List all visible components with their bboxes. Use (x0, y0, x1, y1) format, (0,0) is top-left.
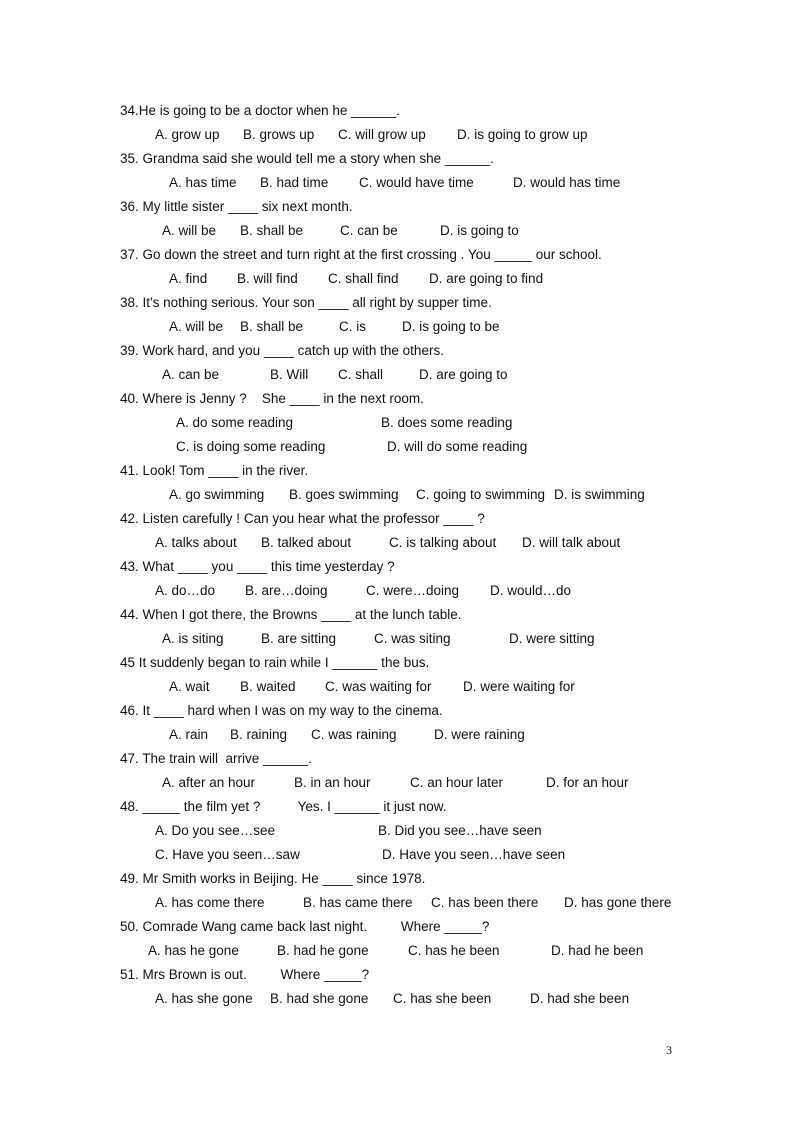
option-37-b: B. will find (237, 271, 298, 286)
option-34-b: B. grows up (243, 127, 315, 142)
option-46-d: D. were raining (434, 727, 525, 742)
option-49-d: D. has gone there (564, 895, 672, 910)
option-43-b: B. are…doing (245, 583, 328, 598)
option-51-c: C. has she been (393, 991, 492, 1006)
option-48-d: D. Have you seen…have seen (382, 847, 566, 862)
option-34-d: D. is going to grow up (457, 127, 588, 142)
option-42-a: A. talks about (155, 535, 237, 550)
option-37-d: D. are going to find (429, 271, 544, 286)
option-43-d: D. would…do (490, 583, 572, 598)
question-stem-36: 36. My little sister ____ six next month. (120, 199, 353, 214)
option-40-c: C. is doing some reading (176, 439, 326, 454)
option-45-d: D. were waiting for (463, 679, 575, 694)
option-48-a: A. Do you see…see (155, 823, 276, 838)
question-stem-42: 42. Listen carefully ! Can you hear what the professor ____ ? (120, 511, 485, 526)
question-stem-44: 44. When I got there, the Browns ____ at the lunch table. (120, 607, 462, 622)
page-number: 3 (666, 1043, 672, 1057)
option-50-b: B. had he gone (277, 943, 369, 958)
option-38-a: A. will be (169, 319, 224, 334)
option-45-b: B. waited (240, 679, 296, 694)
option-39-c: C. shall (338, 367, 384, 382)
option-50-a: A. has he gone (148, 943, 239, 958)
option-51-b: B. had she gone (270, 991, 369, 1006)
option-46-c: C. was raining (311, 727, 397, 742)
option-34-c: C. will grow up (338, 127, 426, 142)
question-stem-43: 43. What ____ you ____ this time yesterday ? (120, 559, 395, 574)
question-stem-51: 51. Mrs Brown is out. Where _____? (120, 967, 370, 982)
option-42-c: C. is talking about (389, 535, 497, 550)
option-35-a: A. has time (169, 175, 237, 190)
option-44-c: C. was siting (374, 631, 451, 646)
option-46-a: A. rain (169, 727, 209, 742)
option-49-b: B. has came there (303, 895, 413, 910)
question-stem-48: 48. _____ the film yet ? Yes. I ______ it just now. (120, 799, 447, 814)
option-47-b: B. in an hour (294, 775, 371, 790)
option-37-c: C. shall find (328, 271, 399, 286)
option-39-d: D. are going to (419, 367, 508, 382)
option-36-d: D. is going to (440, 223, 519, 238)
question-stem-46: 46. It ____ hard when I was on my way to the cinema. (120, 703, 443, 718)
option-35-b: B. had time (260, 175, 329, 190)
question-stem-38: 38. It's nothing serious. Your son ____ all right by supper time. (120, 295, 492, 310)
option-39-a: A. can be (162, 367, 220, 382)
option-45-c: C. was waiting for (325, 679, 432, 694)
option-39-b: B. Will (270, 367, 309, 382)
option-38-c: C. is (339, 319, 366, 334)
option-44-d: D. were sitting (509, 631, 595, 646)
question-stem-50: 50. Comrade Wang came back last night. Where _____? (120, 919, 490, 934)
option-47-d: D. for an hour (546, 775, 629, 790)
option-34-a: A. grow up (155, 127, 220, 142)
option-36-c: C. can be (340, 223, 398, 238)
option-48-c: C. Have you seen…saw (155, 847, 300, 862)
option-43-c: C. were…doing (366, 583, 460, 598)
option-41-d: D. is swimming (554, 487, 645, 502)
option-38-b: B. shall be (240, 319, 304, 334)
option-50-d: D. had he been (551, 943, 644, 958)
question-stem-47: 47. The train will arrive ______. (120, 751, 312, 766)
option-42-d: D. will talk about (522, 535, 621, 550)
option-46-b: B. raining (230, 727, 288, 742)
question-stem-34: 34.He is going to be a doctor when he ______. (120, 103, 400, 118)
question-stem-49: 49. Mr Smith works in Beijing. He ____ since 1978. (120, 871, 426, 886)
option-49-c: C. has been there (431, 895, 539, 910)
option-44-b: B. are sitting (261, 631, 337, 646)
option-35-d: D. would has time (513, 175, 621, 190)
question-stem-40: 40. Where is Jenny ? She ____ in the next room. (120, 391, 424, 406)
question-stem-39: 39. Work hard, and you ____ catch up with the others. (120, 343, 444, 358)
option-48-b: B. Did you see…have seen (378, 823, 542, 838)
option-41-b: B. goes swimming (289, 487, 399, 502)
option-42-b: B. talked about (261, 535, 352, 550)
option-50-c: C. has he been (408, 943, 500, 958)
option-49-a: A. has come there (155, 895, 265, 910)
option-38-d: D. is going to be (402, 319, 500, 334)
option-41-c: C. going to swimming (416, 487, 546, 502)
question-stem-45: 45 It suddenly began to rain while I ______ the bus. (120, 655, 430, 670)
option-37-a: A. find (169, 271, 208, 286)
option-51-a: A. has she gone (155, 991, 253, 1006)
option-44-a: A. is siting (162, 631, 224, 646)
option-45-a: A. wait (169, 679, 210, 694)
option-41-a: A. go swimming (169, 487, 265, 502)
question-stem-41: 41. Look! Tom ____ in the river. (120, 463, 309, 478)
option-36-a: A. will be (162, 223, 217, 238)
option-40-a: A. do some reading (176, 415, 294, 430)
option-51-d: D. had she been (530, 991, 630, 1006)
option-47-a: A. after an hour (162, 775, 256, 790)
question-stem-35: 35. Grandma said she would tell me a story when she ______. (120, 151, 494, 166)
option-47-c: C. an hour later (410, 775, 504, 790)
option-40-b: B. does some reading (381, 415, 513, 430)
option-40-d: D. will do some reading (387, 439, 528, 454)
option-43-a: A. do…do (155, 583, 216, 598)
question-stem-37: 37. Go down the street and turn right at the first crossing . You _____ our school. (120, 247, 602, 262)
option-35-c: C. would have time (359, 175, 474, 190)
option-36-b: B. shall be (240, 223, 304, 238)
